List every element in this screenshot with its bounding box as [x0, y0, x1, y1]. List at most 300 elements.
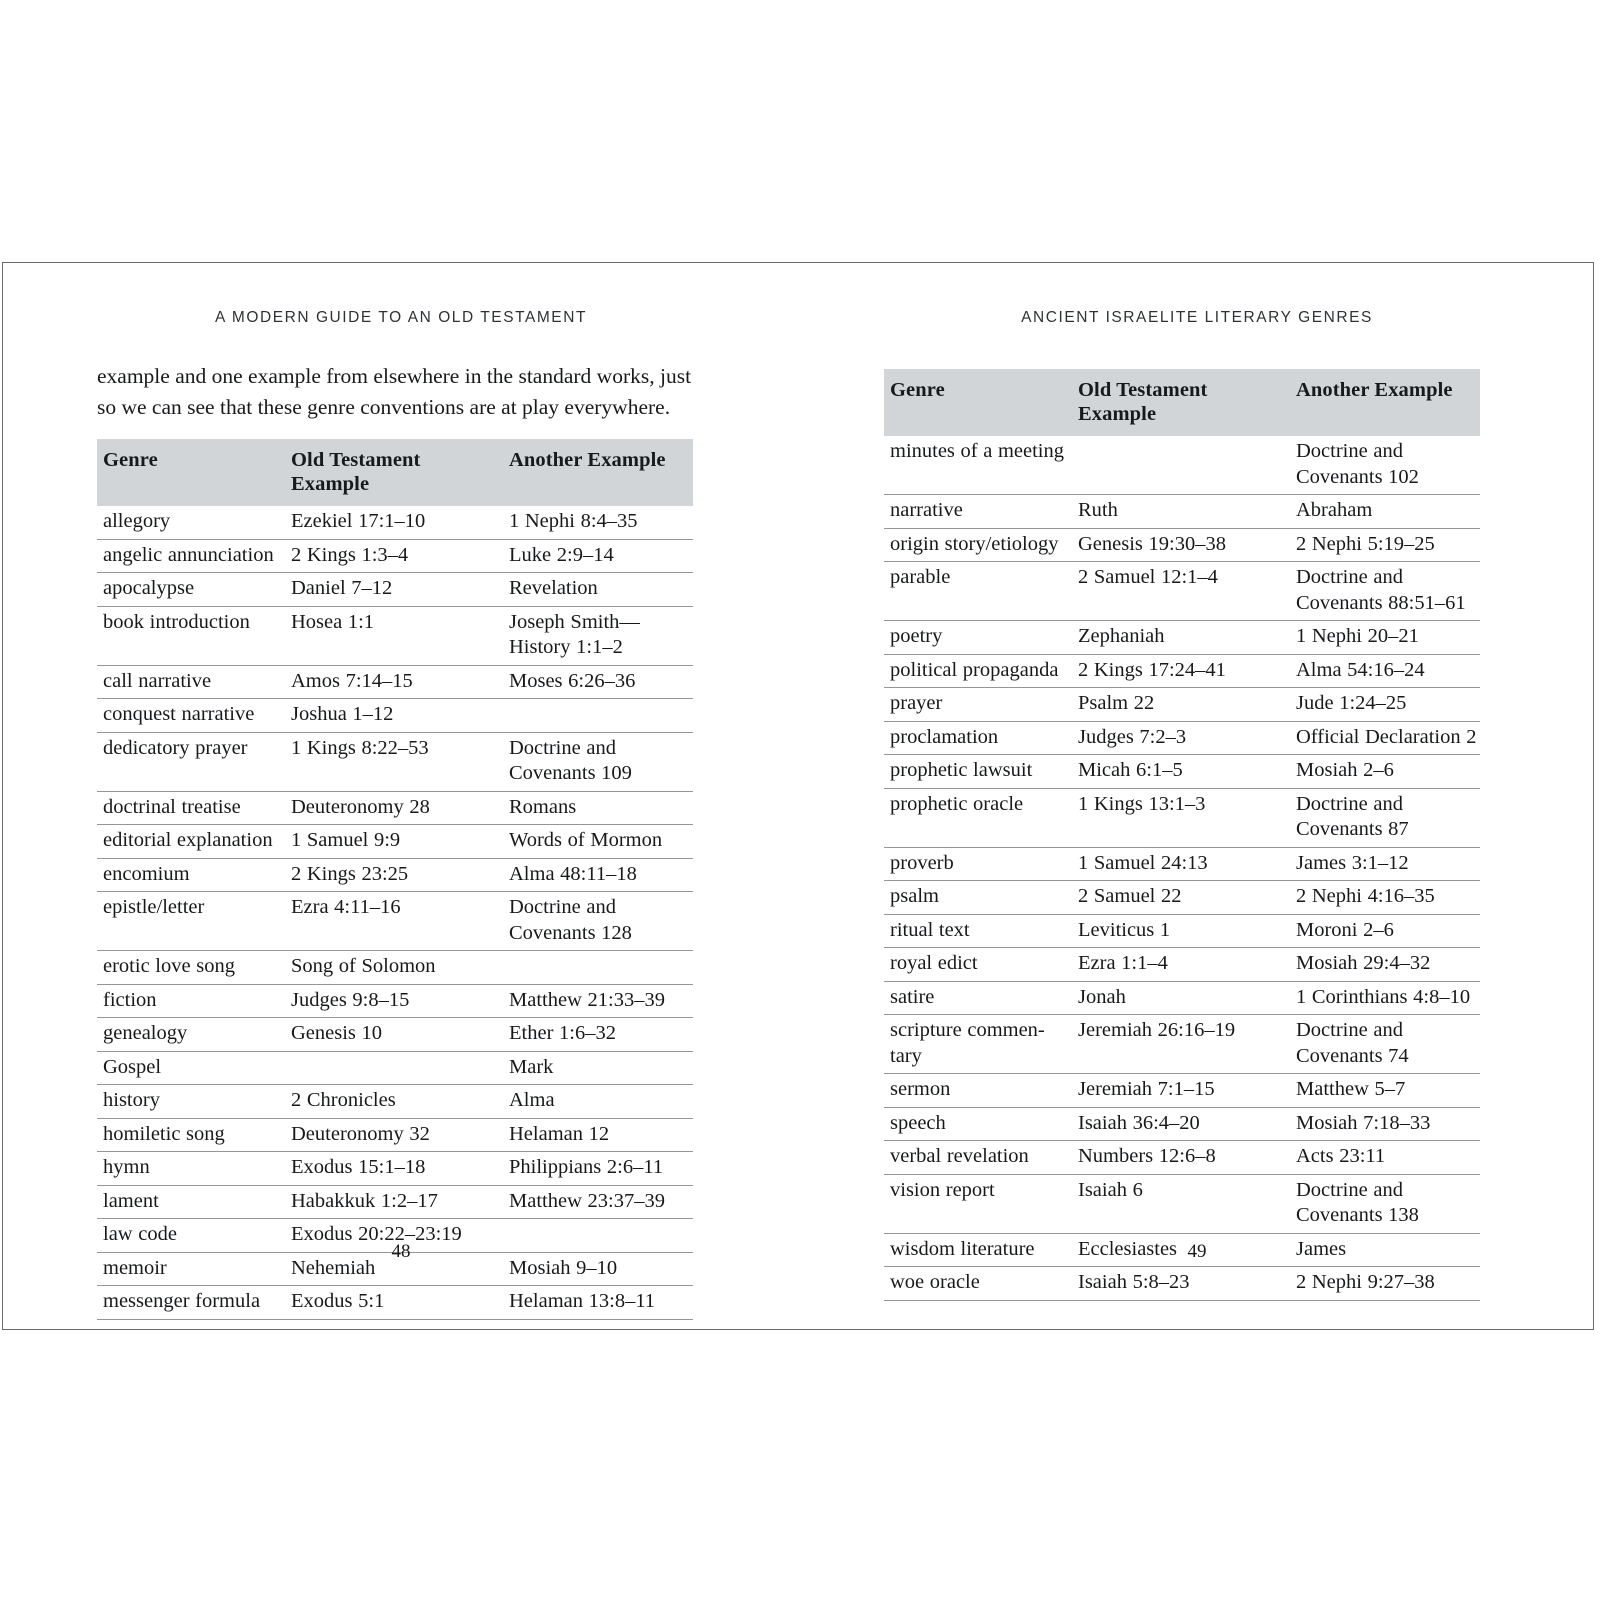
cell-line: Alma	[509, 1089, 555, 1111]
cell-genre	[884, 788, 1072, 847]
cell-another-example	[503, 825, 693, 859]
cell-line: proclamation	[890, 725, 999, 748]
cell-ot-example	[285, 858, 503, 892]
cell-line: doctrinal treatise	[103, 795, 241, 818]
cell-line: Doctrine and	[1296, 440, 1403, 462]
cell-genre	[97, 984, 285, 1018]
table-row	[884, 528, 1480, 562]
cell-line: Philippians 2:6–11	[509, 1156, 664, 1178]
table-row	[97, 858, 693, 892]
table-header-row	[97, 439, 693, 506]
table-row	[97, 791, 693, 825]
cell-line: messenger formula	[103, 1290, 261, 1312]
cell-genre	[884, 436, 1072, 495]
cell-genre	[97, 1286, 285, 1320]
cell-line: apocalypse	[103, 577, 195, 599]
cell-genre	[884, 495, 1072, 529]
table-row	[884, 788, 1480, 847]
cell-line: Psalm 22	[1078, 692, 1155, 714]
cell-line: 2 Kings 17:24–41	[1078, 658, 1226, 681]
cell-line: 2 Kings 1:3–4	[291, 543, 409, 566]
cell-another-example	[1290, 562, 1480, 621]
cell-line: Doctrine and	[1296, 792, 1403, 815]
cell-line: Doctrine and	[509, 896, 616, 918]
cell-another-example	[1290, 755, 1480, 789]
cell-another-example	[503, 791, 693, 825]
cell-line: Abraham	[1296, 499, 1373, 521]
page-right	[799, 263, 1595, 1329]
table-row	[97, 539, 693, 573]
table-row	[884, 621, 1480, 655]
cell-line: Exodus 15:1–18	[291, 1156, 426, 1178]
cell-line: Exodus 5:1	[291, 1290, 385, 1312]
cell-genre	[97, 573, 285, 607]
cell-another-example	[503, 951, 693, 985]
running-head-right: ANCIENT ISRAELITE LITERARY GENRES	[1021, 309, 1373, 326]
table-row	[97, 892, 693, 951]
cell-another-example	[503, 1118, 693, 1152]
table-row	[97, 1185, 693, 1219]
cell-line: wisdom literature	[890, 1237, 1035, 1260]
cell-genre	[97, 1152, 285, 1186]
cell-genre	[884, 1141, 1072, 1175]
cell-genre	[97, 665, 285, 699]
cell-genre	[884, 688, 1072, 722]
cell-line: hymn	[103, 1156, 150, 1178]
cell-line: Song of Solomon	[291, 955, 436, 977]
cell-line: Jeremiah 7:1–15	[1078, 1078, 1215, 1100]
cell-line: Covenants 109	[509, 762, 632, 784]
cell-line: Isaiah 6	[1078, 1178, 1143, 1201]
cell-line: Mosiah 2–6	[1296, 759, 1394, 781]
cell-ot-example	[285, 825, 503, 859]
cell-another-example	[503, 1085, 693, 1119]
cell-line: allegory	[103, 510, 171, 532]
cell-line: Ezekiel 17:1–10	[291, 510, 426, 532]
table-row	[884, 495, 1480, 529]
column-header-ot-example: Old Testament Example	[285, 439, 503, 506]
cell-line: Covenants 138	[1296, 1204, 1419, 1226]
cell-ot-example	[1072, 881, 1290, 915]
cell-another-example	[1290, 1174, 1480, 1233]
cell-line: Genesis 10	[291, 1022, 383, 1044]
column-header-ot-example: Old Testament Example	[1072, 369, 1290, 436]
cell-ot-example	[1072, 528, 1290, 562]
page-left	[3, 263, 799, 1329]
table-row	[884, 436, 1480, 495]
cell-line: Micah 6:1–5	[1078, 759, 1183, 781]
column-header-genre: Genre	[97, 439, 285, 506]
cell-line: fiction	[103, 988, 157, 1011]
cell-line: royal edict	[890, 952, 978, 974]
table-row	[884, 1174, 1480, 1233]
table-row	[97, 665, 693, 699]
cell-ot-example	[285, 1018, 503, 1052]
cell-line: Nehemiah	[291, 1256, 376, 1279]
cell-another-example	[503, 1286, 693, 1320]
cell-line: Hosea 1:1	[291, 610, 375, 633]
table-row	[97, 984, 693, 1018]
table-row	[97, 1018, 693, 1052]
cell-line: History 1:1–2	[509, 636, 623, 658]
table-body-left	[97, 506, 693, 1319]
cell-ot-example	[285, 699, 503, 733]
cell-ot-example	[285, 539, 503, 573]
cell-genre	[884, 755, 1072, 789]
cell-ot-example	[1072, 1174, 1290, 1233]
table-row	[884, 881, 1480, 915]
cell-line: 2 Kings 23:25	[291, 862, 409, 885]
cell-another-example	[503, 606, 693, 665]
cell-line: Judges 7:2–3	[1078, 725, 1187, 748]
cell-line: Words of Mormon	[509, 829, 663, 851]
cell-line: 1 Samuel 24:13	[1078, 851, 1208, 874]
cell-line: Matthew 5–7	[1296, 1078, 1406, 1100]
cell-genre	[884, 1074, 1072, 1108]
cell-genre	[97, 1085, 285, 1119]
cell-line: lament	[103, 1189, 159, 1212]
cell-another-example	[503, 984, 693, 1018]
cell-another-example	[1290, 721, 1480, 755]
cell-ot-example	[1072, 1141, 1290, 1175]
cell-ot-example	[285, 1118, 503, 1152]
cell-line: political propaganda	[890, 658, 1059, 681]
table-row	[97, 1051, 693, 1085]
cell-line: Acts 23:11	[1296, 1145, 1386, 1167]
cell-genre	[97, 1118, 285, 1152]
cell-line: Doctrine and	[509, 736, 616, 759]
cell-line: Exodus 20:22–23:19	[291, 1223, 462, 1245]
cell-genre	[97, 506, 285, 539]
table-row	[884, 654, 1480, 688]
cell-line: angelic annunciation	[103, 543, 274, 566]
cell-ot-example	[1072, 688, 1290, 722]
cell-line: narrative	[890, 499, 963, 521]
cell-line: origin story/etiology	[890, 532, 1059, 555]
cell-ot-example	[285, 732, 503, 791]
cell-line: Joshua 1–12	[291, 703, 394, 725]
cell-ot-example	[285, 984, 503, 1018]
table-body-right	[884, 436, 1480, 1300]
folio-left: 48	[391, 1241, 411, 1262]
cell-another-example	[1290, 621, 1480, 655]
cell-genre	[97, 1185, 285, 1219]
cell-line: Moses 6:26–36	[509, 669, 636, 692]
table-row	[884, 1141, 1480, 1175]
table-row	[884, 721, 1480, 755]
cell-ot-example	[1072, 1074, 1290, 1108]
cell-line: Romans	[509, 795, 577, 818]
cell-ot-example	[285, 506, 503, 539]
cell-another-example	[503, 699, 693, 733]
cell-line: Ruth	[1078, 499, 1118, 521]
cell-line: ritual text	[890, 918, 970, 941]
cell-line: Habakkuk 1:2–17	[291, 1189, 438, 1212]
cell-genre	[97, 791, 285, 825]
cell-genre	[884, 562, 1072, 621]
table-row	[97, 573, 693, 607]
cell-line: Deuteronomy 32	[291, 1122, 430, 1145]
column-header-another-example: Another Example	[1290, 369, 1480, 436]
cell-line: Alma 54:16–24	[1296, 658, 1425, 681]
cell-ot-example	[285, 665, 503, 699]
cell-genre	[97, 951, 285, 985]
cell-line: Ecclesiastes	[1078, 1237, 1178, 1260]
cell-genre	[884, 881, 1072, 915]
cell-line: Daniel 7–12	[291, 577, 393, 599]
cell-another-example	[1290, 1141, 1480, 1175]
cell-another-example	[503, 732, 693, 791]
cell-line: erotic love song	[103, 955, 235, 977]
cell-genre	[884, 914, 1072, 948]
table-row	[884, 914, 1480, 948]
cell-another-example	[1290, 528, 1480, 562]
cell-line: Isaiah 5:8–23	[1078, 1271, 1190, 1293]
cell-line: epistle/letter	[103, 896, 205, 918]
cell-line: sermon	[890, 1078, 951, 1100]
cell-line: 1 Kings 13:1–3	[1078, 792, 1206, 815]
cell-line: 2 Nephi 5:19–25	[1296, 532, 1435, 555]
cell-genre	[884, 948, 1072, 982]
cell-another-example	[1290, 1015, 1480, 1074]
table-row	[884, 1267, 1480, 1301]
cell-line: James 3:1–12	[1296, 851, 1409, 874]
cell-line: Helaman 13:8–11	[509, 1290, 656, 1312]
cell-line: book introduction	[103, 610, 250, 633]
cell-line: Mark	[509, 1055, 554, 1078]
cell-another-example	[1290, 1267, 1480, 1301]
cell-line: Ezra 1:1–4	[1078, 952, 1168, 974]
cell-line: Matthew 23:37–39	[509, 1189, 665, 1212]
cell-line: history	[103, 1089, 160, 1111]
table-row	[884, 948, 1480, 982]
cell-ot-example	[285, 573, 503, 607]
column-header-another-example: Another Example	[503, 439, 693, 506]
cell-line: 2 Samuel 22	[1078, 885, 1182, 907]
cell-line: 2 Nephi 9:27–38	[1296, 1271, 1435, 1293]
cell-another-example	[503, 1018, 693, 1052]
cell-line: dedicatory prayer	[103, 736, 248, 759]
table-row	[884, 1015, 1480, 1074]
cell-line: Luke 2:9–14	[509, 543, 614, 566]
cell-genre	[97, 892, 285, 951]
cell-ot-example	[1072, 1107, 1290, 1141]
cell-line: 1 Nephi 20–21	[1296, 625, 1419, 647]
cell-line: Alma 48:11–18	[509, 862, 637, 885]
cell-line: 2 Chronicles	[291, 1089, 396, 1111]
cell-ot-example	[285, 1286, 503, 1320]
cell-genre	[884, 621, 1072, 655]
cell-genre	[97, 606, 285, 665]
cell-line: Gospel	[103, 1055, 162, 1078]
table-row	[884, 1074, 1480, 1108]
cell-another-example	[503, 539, 693, 573]
cell-ot-example	[1072, 847, 1290, 881]
cell-another-example	[503, 573, 693, 607]
cell-ot-example	[1072, 981, 1290, 1015]
table-row	[97, 699, 693, 733]
cell-line: 1 Samuel 9:9	[291, 829, 401, 851]
cell-line: psalm	[890, 885, 939, 907]
table-header-row	[884, 369, 1480, 436]
cell-ot-example	[1072, 755, 1290, 789]
cell-line: proverb	[890, 851, 954, 874]
cell-genre	[884, 1107, 1072, 1141]
table-row	[97, 1286, 693, 1320]
table-row	[97, 1118, 693, 1152]
cell-ot-example	[285, 1185, 503, 1219]
cell-genre	[97, 1051, 285, 1085]
cell-another-example	[503, 858, 693, 892]
cell-genre	[884, 654, 1072, 688]
cell-line: Matthew 21:33–39	[509, 988, 665, 1011]
cell-line: Covenants 87	[1296, 818, 1409, 840]
column-header-genre: Genre	[884, 369, 1072, 436]
cell-line: 1 Nephi 8:4–35	[509, 510, 638, 532]
table-row	[97, 732, 693, 791]
running-head-left: A MODERN GUIDE TO AN OLD TESTAMENT	[215, 309, 587, 326]
cell-line: Genesis 19:30–38	[1078, 532, 1226, 555]
cell-line: woe oracle	[890, 1271, 980, 1293]
cell-line: Doctrine and	[1296, 1178, 1403, 1201]
cell-line: speech	[890, 1111, 946, 1134]
cell-line: Joseph Smith—	[509, 610, 640, 633]
cell-ot-example	[1072, 1015, 1290, 1074]
cell-another-example	[1290, 847, 1480, 881]
cell-line: Judges 9:8–15	[291, 988, 410, 1011]
cell-ot-example	[285, 1085, 503, 1119]
cell-line: Leviticus 1	[1078, 918, 1171, 941]
cell-line: Official Declaration 2	[1296, 725, 1477, 748]
table-row	[884, 688, 1480, 722]
cell-another-example	[1290, 914, 1480, 948]
cell-line: Covenants 128	[509, 921, 632, 944]
cell-line: prophetic lawsuit	[890, 759, 1033, 781]
cell-ot-example	[285, 1051, 503, 1085]
table-row	[97, 1085, 693, 1119]
body-paragraph: example and one example from elsewhere in the standard works, just so we can see that these genre conventions are at play everywhere.	[97, 364, 692, 419]
cell-line: Jonah	[1078, 985, 1126, 1008]
cell-another-example	[1290, 495, 1480, 529]
cell-another-example	[1290, 654, 1480, 688]
cell-line: minutes of a meeting	[890, 440, 1064, 462]
cell-line: conquest narrative	[103, 703, 255, 725]
cell-ot-example	[1072, 948, 1290, 982]
cell-genre	[97, 539, 285, 573]
cell-line: call narrative	[103, 669, 212, 692]
cell-genre	[884, 1267, 1072, 1301]
folio-right: 49	[1187, 1241, 1207, 1262]
cell-genre	[97, 825, 285, 859]
cell-line: law code	[103, 1223, 177, 1245]
cell-another-example	[503, 892, 693, 951]
cell-ot-example	[285, 1152, 503, 1186]
cell-line: encomium	[103, 862, 190, 885]
cell-line: prophetic oracle	[890, 792, 1024, 815]
cell-line: satire	[890, 985, 935, 1008]
cell-ot-example	[285, 606, 503, 665]
cell-genre	[884, 1174, 1072, 1233]
cell-line: Deuteronomy 28	[291, 795, 430, 818]
cell-line: verbal revelation	[890, 1145, 1029, 1167]
cell-another-example	[1290, 881, 1480, 915]
cell-another-example	[1290, 688, 1480, 722]
cell-genre	[97, 1018, 285, 1052]
cell-genre	[884, 1015, 1072, 1074]
cell-line: Isaiah 36:4–20	[1078, 1111, 1200, 1134]
cell-line: James	[1296, 1237, 1347, 1260]
cell-ot-example	[285, 791, 503, 825]
cell-genre	[884, 847, 1072, 881]
cell-line: Ether 1:6–32	[509, 1022, 616, 1044]
cell-line: Amos 7:14–15	[291, 669, 413, 692]
cell-another-example	[1290, 1107, 1480, 1141]
cell-line: Moroni 2–6	[1296, 918, 1394, 941]
cell-another-example	[1290, 788, 1480, 847]
cell-another-example	[1290, 436, 1480, 495]
cell-line: homiletic song	[103, 1122, 225, 1145]
cell-genre	[884, 528, 1072, 562]
cell-line: 1 Kings 8:22–53	[291, 736, 429, 759]
cell-another-example	[503, 665, 693, 699]
cell-ot-example	[1072, 788, 1290, 847]
cell-ot-example	[1072, 654, 1290, 688]
cell-another-example	[503, 1051, 693, 1085]
table-row	[884, 562, 1480, 621]
cell-another-example	[1290, 948, 1480, 982]
cell-line: vision report	[890, 1178, 995, 1201]
cell-line: tary	[890, 1044, 922, 1067]
cell-line: Jeremiah 26:16–19	[1078, 1019, 1236, 1041]
cell-ot-example	[1072, 914, 1290, 948]
cell-ot-example	[1072, 562, 1290, 621]
cell-line: Numbers 12:6–8	[1078, 1145, 1216, 1167]
cell-genre	[884, 981, 1072, 1015]
table-row	[884, 755, 1480, 789]
cell-line: Mosiah 7:18–33	[1296, 1111, 1431, 1134]
cell-genre	[97, 699, 285, 733]
cell-ot-example	[1072, 621, 1290, 655]
cell-line: Zephaniah	[1078, 625, 1165, 647]
cell-another-example	[503, 1185, 693, 1219]
cell-genre	[97, 858, 285, 892]
cell-line: Covenants 74	[1296, 1044, 1409, 1067]
cell-genre	[884, 721, 1072, 755]
table-row	[97, 825, 693, 859]
table-row	[884, 1107, 1480, 1141]
cell-another-example	[503, 506, 693, 539]
table-row	[97, 506, 693, 539]
cell-line: editorial explanation	[103, 829, 273, 851]
cell-line: 2 Samuel 12:1–4	[1078, 566, 1218, 588]
cell-line: Helaman 12	[509, 1122, 610, 1145]
cell-ot-example	[1072, 1267, 1290, 1301]
cell-another-example	[503, 1152, 693, 1186]
cell-ot-example	[1072, 436, 1290, 495]
genre-table-right	[884, 369, 1480, 1301]
cell-line: Covenants 88:51–61	[1296, 591, 1466, 614]
cell-line: 1 Corinthians 4:8–10	[1296, 985, 1471, 1008]
cell-line: Ezra 4:11–16	[291, 896, 401, 918]
cell-genre	[97, 732, 285, 791]
cell-another-example	[1290, 981, 1480, 1015]
cell-line: memoir	[103, 1256, 167, 1279]
cell-ot-example	[285, 892, 503, 951]
cell-line: prayer	[890, 692, 943, 714]
cell-line: parable	[890, 566, 951, 588]
cell-line: Mosiah 29:4–32	[1296, 952, 1431, 974]
table-row	[884, 981, 1480, 1015]
